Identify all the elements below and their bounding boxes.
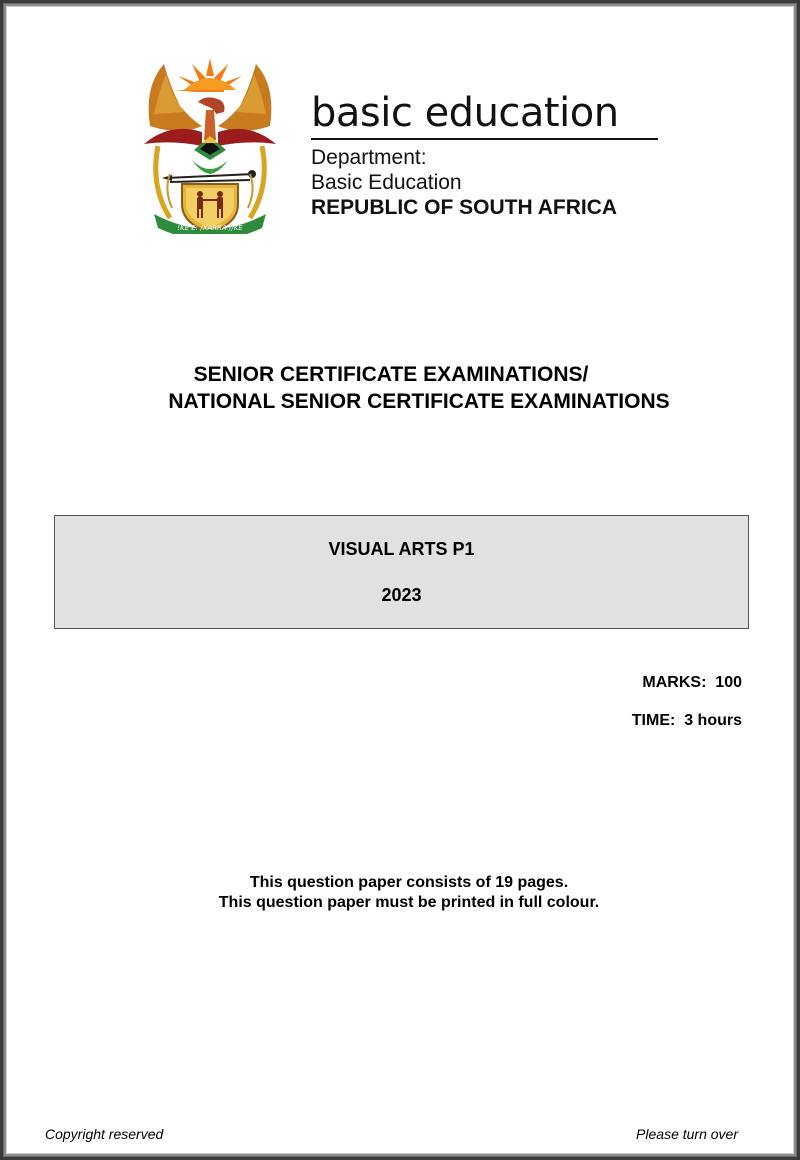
crest-motto: !KE E: /XARRA //KE <box>177 224 243 232</box>
brand-divider <box>311 138 658 140</box>
page-count-note: This question paper consists of 19 pages. <box>249 874 569 891</box>
exam-title-line2: NATIONAL SENIOR CERTIFICATE EXAMINATIONS <box>168 390 670 413</box>
copyright-footer: Copyright reserved <box>45 1126 164 1142</box>
print-instruction-note: This question paper must be printed in full colour. <box>218 894 600 911</box>
subject-name: VISUAL ARTS P1 <box>328 539 475 559</box>
brand-title: basic education <box>311 90 619 136</box>
marks-total: MARKS: 100 <box>642 674 742 691</box>
subject-box <box>54 515 749 629</box>
turn-over-footer: Please turn over <box>636 1126 738 1142</box>
subject-year: 2023 <box>381 585 422 605</box>
coat-of-arms-icon <box>140 56 280 234</box>
department-label: Department: <box>311 146 427 169</box>
exam-title-line1: SENIOR CERTIFICATE EXAMINATIONS/ <box>193 363 589 386</box>
country-name: REPUBLIC OF SOUTH AFRICA <box>311 196 618 219</box>
department-name: Basic Education <box>311 171 462 194</box>
exam-duration: TIME: 3 hours <box>631 712 742 729</box>
